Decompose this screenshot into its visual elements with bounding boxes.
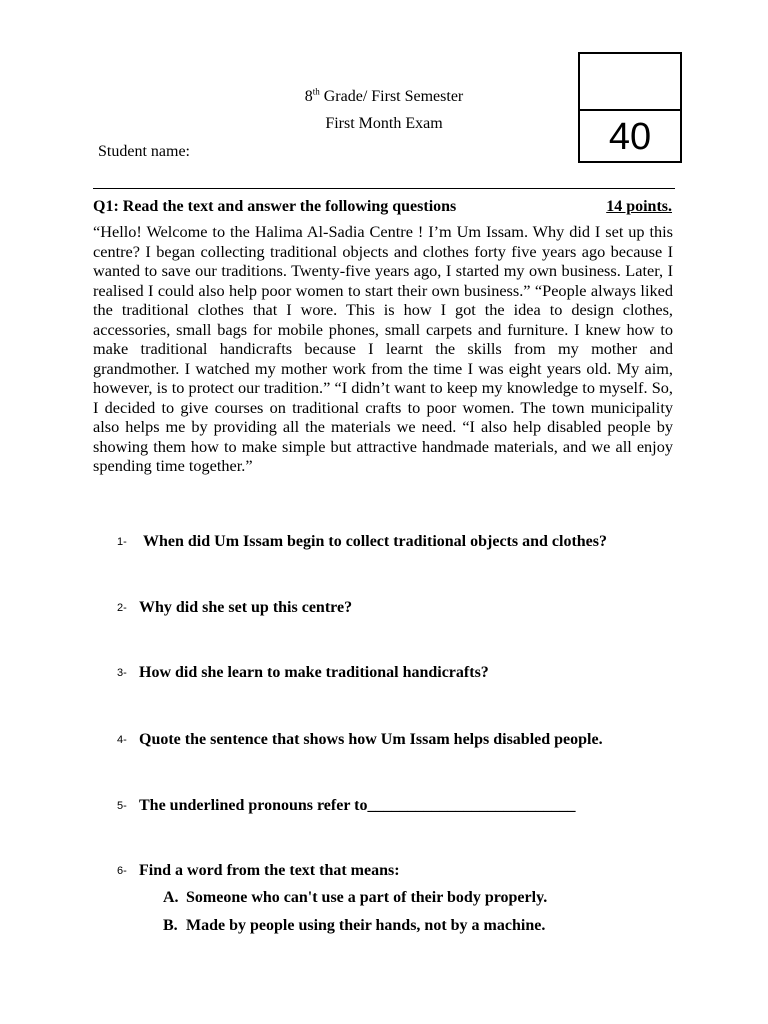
question-number: 4-: [117, 734, 127, 746]
grade-suffix: th: [312, 86, 320, 97]
sub-item-letter: A.: [163, 889, 179, 906]
question-number: 2-: [117, 602, 127, 614]
exam-title: First Month Exam: [325, 115, 443, 132]
question-number: 3-: [117, 667, 127, 679]
question-number: 6-: [117, 865, 127, 877]
sub-item-a: [163, 889, 547, 907]
student-name-label: Student name:: [98, 143, 190, 160]
question-number: 1-: [117, 536, 127, 548]
question-text: How did she learn to make traditional handicrafts?: [139, 664, 489, 681]
sub-item-b: [163, 917, 545, 935]
question-heading: [93, 198, 672, 216]
question-item: [117, 533, 677, 551]
grade-rest: Grade/ First Semester: [319, 88, 464, 105]
score-box-divider: [580, 109, 680, 111]
sub-item-letter: B.: [163, 917, 178, 934]
question-item: [117, 862, 677, 880]
question-text: Why did she set up this centre?: [139, 599, 353, 616]
question-text: When did Um Issam begin to collect traditional objects and clothes?: [143, 533, 607, 550]
question-item: [117, 599, 677, 617]
score-box: [578, 52, 682, 163]
sub-item-text: Made by people using their hands, not by a machine.: [186, 917, 546, 934]
question-heading-text: Q1: Read the text and answer the following questions: [93, 198, 457, 215]
header-divider: [93, 188, 675, 189]
score-value: 40: [608, 116, 652, 158]
question-points: 14 points.: [606, 198, 672, 215]
sub-item-text: Someone who can't use a part of their body properly.: [186, 889, 548, 906]
question-text: Find a word from the text that means:: [139, 862, 400, 879]
question-item: [117, 731, 677, 749]
grade-number: 8: [304, 88, 313, 105]
grade-heading: [184, 88, 584, 106]
question-number: 5-: [117, 800, 127, 812]
reading-passage: “Hello! Welcome to the Halima Al-Sadia Centre ! I’m Um Issam. Why did I set up this centre? I began collecting traditional objects and clothes forty five years ago because I wanted to save our traditions. Twenty-five years ago, I started my own business. Later, I realised I could also help poor women to start their own business.” “People always liked the traditional clothes that I wore. This is how I got the idea to design clothes, accessories, small bags for mobile phones, small carpets and furniture. I knew how to make traditional handicrafts because I learnt the skills from my mother and grandmother. I watched my mother work from the time I was eight years old. My aim, however, is to protect our tradition.” “I didn’t want to keep my knowledge to myself. So, I decided to give courses on traditional crafts to poor women. The town municipality also helps me by providing all the materials we need. “I also help disabled people by showing them how to make simple but attractive handmade materials, and we all enjoy spending time together.”: [93, 222, 673, 475]
question-text: The underlined pronouns refer to__________________________: [139, 797, 576, 814]
question-item: [117, 664, 677, 682]
question-item: [117, 797, 677, 815]
question-text: Quote the sentence that shows how Um Issam helps disabled people.: [139, 731, 603, 748]
